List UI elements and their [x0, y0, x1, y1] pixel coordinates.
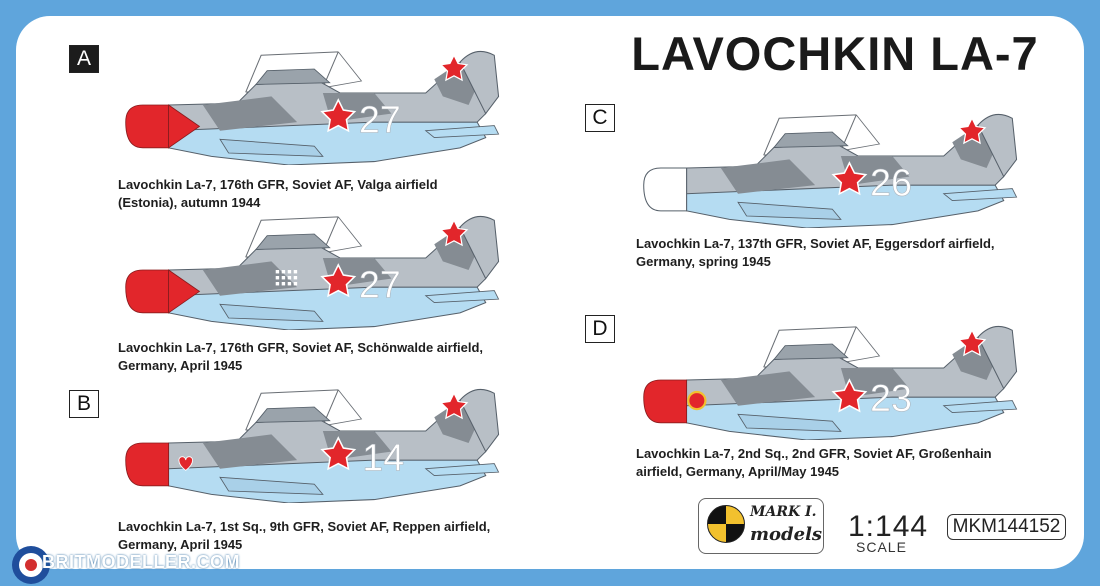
aircraft-profile-a	[90, 45, 530, 165]
caption-d-line2: airfield, Germany, April/May 1945	[636, 464, 840, 479]
watermark-text: BRITMODELLER.COM	[42, 552, 240, 572]
tactical-number-a2: 27	[358, 263, 401, 306]
caption-a2-line2: Germany, April 1945	[118, 358, 243, 373]
aircraft-profile-a2	[90, 210, 530, 330]
caption-a-line2: (Estonia), autumn 1944	[118, 195, 261, 210]
aircraft-profile-d	[608, 320, 1048, 440]
tactical-number-b: 14	[362, 436, 405, 479]
page-title: LAVOCHKIN LA-7	[631, 27, 1039, 80]
tactical-number-a: 27	[358, 98, 401, 141]
product-code: MKM144152	[947, 514, 1066, 540]
scale-value: 1:144	[848, 510, 929, 543]
profile-letter-a: A	[69, 45, 99, 73]
caption-a-line1: Lavochkin La-7, 176th GFR, Soviet AF, Valga airfield	[118, 177, 438, 192]
caption-d-line1: Lavochkin La-7, 2nd Sq., 2nd GFR, Soviet AF, Großenhain	[636, 446, 992, 461]
caption-c-line2: Germany, spring 1945	[636, 254, 771, 269]
caption-c-line1: Lavochkin La-7, 137th GFR, Soviet AF, Eggersdorf airfield,	[636, 236, 995, 251]
brand-mark: MARK I.	[750, 504, 817, 520]
tactical-number-c: 26	[870, 161, 912, 204]
brand-models: models	[750, 524, 823, 545]
caption-a2-line1: Lavochkin La-7, 176th GFR, Soviet AF, Schönwalde airfield,	[118, 340, 484, 355]
guards-emblem-icon	[688, 392, 705, 409]
profile-letter-b: B	[69, 390, 99, 418]
caption-b-line2: Germany, April 1945	[118, 537, 243, 552]
scale-label: SCALE	[856, 539, 907, 555]
profile-letter-d: D	[585, 315, 615, 343]
aircraft-profile-b	[90, 383, 530, 503]
caption-b-line1: Lavochkin La-7, 1st Sq., 9th GFR, Soviet AF, Reppen airfield,	[118, 519, 491, 534]
brand-target-icon	[706, 504, 746, 544]
profile-letter-c: C	[585, 104, 615, 132]
tactical-number-d: 23	[870, 376, 912, 419]
aircraft-profile-c	[608, 108, 1048, 228]
